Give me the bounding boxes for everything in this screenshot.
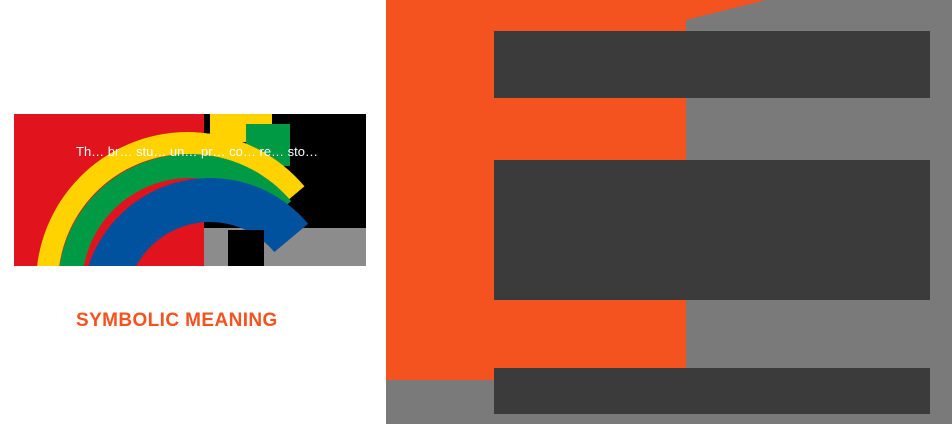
redaction-overlay-quote: [494, 31, 930, 98]
body-text: Th… br… stu… un… pr… co… re… sto…: [76, 144, 319, 159]
south-africa-flag-graphic: [14, 114, 366, 266]
body-block: [76, 142, 546, 162]
quote-block: [76, 32, 546, 52]
redaction-overlay-body: [494, 160, 930, 300]
quote-text: "J… Zh… si…: [76, 34, 158, 49]
flag-wedge-black: [228, 230, 264, 266]
footer-text: F… e… s…: [76, 355, 144, 370]
redaction-overlay-footer: [494, 368, 930, 414]
section-heading-row: [76, 310, 278, 332]
section-heading: SYMBOLIC MEANING: [76, 310, 278, 331]
footer-block: [76, 350, 546, 376]
accent-notch: [686, 0, 766, 20]
